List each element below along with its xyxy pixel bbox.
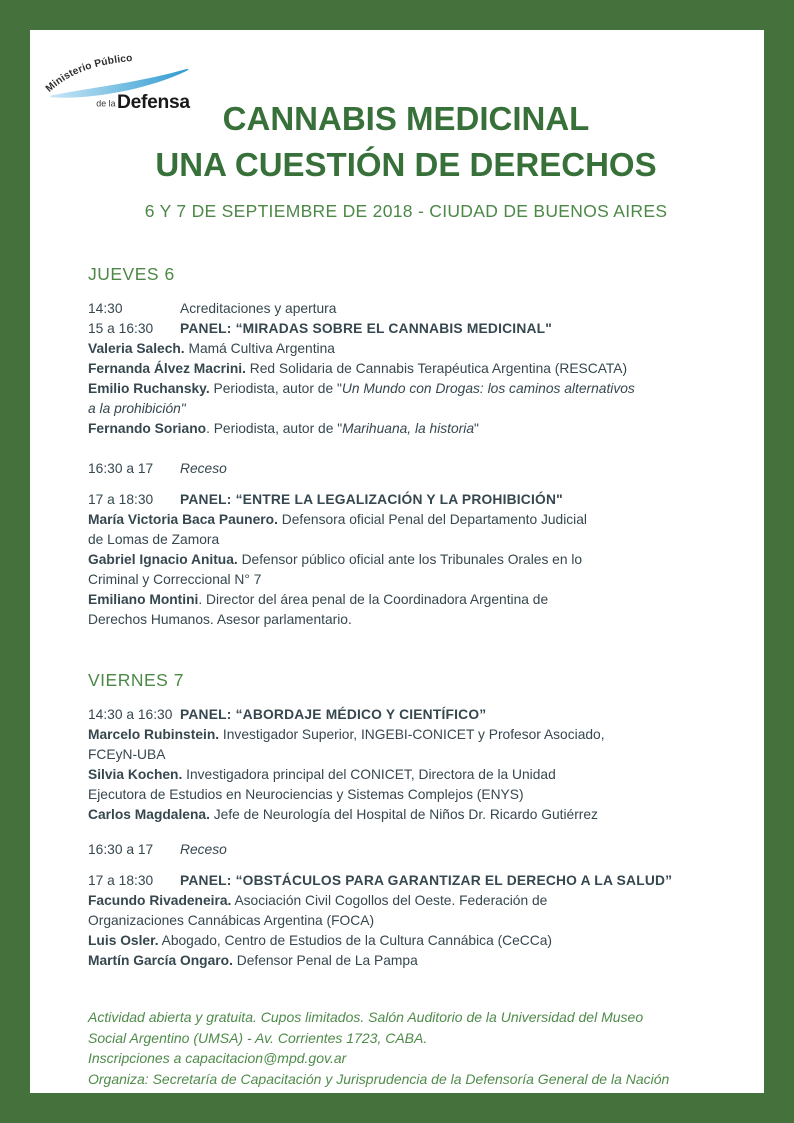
- speaker-role: Investigador Superior, INGEBI-CONICET y Profesor Asociado,: [219, 727, 605, 742]
- speaker-role: Defensora oficial Penal del Departamento Judicial: [277, 512, 587, 527]
- speaker-line: [88, 805, 702, 825]
- speaker-line: [88, 931, 702, 951]
- footer-line: Actividad abierta y gratuita. Cupos limitados. Salón Auditorio de la Universidad del Museo: [88, 1009, 644, 1025]
- speaker-line: [88, 951, 702, 971]
- speaker-name: Fernanda Álvez Macrini.: [88, 361, 246, 376]
- event-title-line2: UNA CUESTIÓN DE DERECHOS: [155, 146, 657, 183]
- speaker-role: Abogado, Centro de Estudios de la Cultura Cannábica (CeCCa): [158, 933, 553, 948]
- schedule-time: 14:30: [88, 301, 123, 316]
- logo-name: Defensa: [117, 92, 190, 110]
- event-title-line1: CANNABIS MEDICINAL: [222, 100, 590, 137]
- speaker-line: [88, 379, 702, 419]
- speaker-line: [88, 550, 702, 590]
- speaker-role: FCEyN-UBA: [88, 747, 166, 762]
- spacer: [88, 825, 702, 840]
- speaker-line: [88, 339, 702, 359]
- schedule-row: [88, 459, 702, 479]
- schedule-label: PANEL: “MIRADAS SOBRE EL CANNABIS MEDICINAL": [180, 321, 553, 336]
- schedule-row: [88, 490, 702, 510]
- work-title: Un Mundo con Drogas: los caminos alternativos: [341, 381, 635, 396]
- speaker-line: [88, 419, 702, 439]
- speaker-role: Investigadora principal del CONICET, Directora de la Unidad: [182, 767, 556, 782]
- speaker-role: Jefe de Neurología del Hospital de Niños Dr. Ricardo Gutiérrez: [209, 807, 598, 822]
- speaker-role: . Periodista, autor de ": [206, 421, 343, 436]
- speaker-name: Emilio Ruchansky.: [88, 381, 210, 396]
- speaker-name: Fernando Soriano: [88, 421, 207, 436]
- speaker-name: Facundo Rivadeneira.: [88, 893, 232, 908]
- speaker-role: Derechos Humanos. Asesor parlamentario.: [88, 612, 352, 627]
- day-title: VIERNES 7: [88, 670, 184, 690]
- speaker-role: de Lomas de Zamora: [88, 532, 220, 547]
- speaker-line: [88, 510, 702, 550]
- speaker-name: Marcelo Rubinstein.: [88, 727, 220, 742]
- schedule-time: 14:30 a 16:30: [88, 707, 173, 722]
- work-title: a la prohibición": [88, 401, 186, 416]
- speaker-role: ": [474, 421, 479, 436]
- schedule-time: 16:30 a 17: [88, 842, 154, 857]
- schedule-row: [88, 840, 702, 860]
- speaker-name: Luis Osler.: [88, 933, 159, 948]
- speaker-role: Mamá Cultiva Argentina: [184, 341, 335, 356]
- day-section: [88, 668, 702, 971]
- footer-line-inscription: Inscripciones a capacitacion@mpd.gov.ar: [88, 1050, 347, 1066]
- poster-header: [39, 30, 764, 224]
- schedule-row: [88, 319, 702, 339]
- spacer: [88, 439, 702, 459]
- logo-prefix: de la: [96, 98, 116, 109]
- schedule-label: Receso: [180, 461, 227, 476]
- speaker-line: [88, 590, 702, 630]
- work-title: Marihuana, la historia: [342, 421, 475, 436]
- day-section: [88, 262, 702, 630]
- speaker-role: Criminal y Correccional N° 7: [88, 572, 262, 587]
- speaker-line: [88, 891, 702, 931]
- schedule-time: 15 a 16:30: [88, 321, 154, 336]
- schedule-time: 16:30 a 17: [88, 461, 154, 476]
- speaker-role: Ejecutora de Estudios en Neurociencias y Sistemas Complejos (ENYS): [88, 787, 524, 802]
- speaker-line: [88, 725, 702, 765]
- day-title: JUEVES 6: [88, 264, 175, 284]
- schedule-row: [88, 705, 702, 725]
- schedule-label: PANEL: “ABORDAJE MÉDICO Y CIENTÍFICO”: [180, 707, 487, 722]
- speaker-role: Red Solidaria de Cannabis Terapéutica Argentina (RESCATA): [245, 361, 628, 376]
- schedule-time: 17 a 18:30: [88, 492, 154, 507]
- poster-footer: [30, 1007, 764, 1089]
- schedule: [30, 262, 764, 971]
- speaker-role: . Director del área penal de la Coordinadora Argentina de: [198, 592, 549, 607]
- speaker-name: Martín García Ongaro.: [88, 953, 233, 968]
- schedule-label: Receso: [180, 842, 227, 857]
- footer-line-organizer: Organiza: Secretaría de Capacitación y Jurisprudencia de la Defensoría General de la Nación: [88, 1070, 670, 1087]
- schedule-row: [88, 299, 702, 319]
- speaker-name: Emiliano Montini: [88, 592, 199, 607]
- poster-sheet: [30, 30, 764, 1093]
- speaker-role: Asociación Civil Cogollos del Oeste. Federación de: [231, 893, 548, 908]
- spacer: [88, 860, 702, 871]
- schedule-time: 17 a 18:30: [88, 873, 154, 888]
- footer-line: Social Argentino (UMSA) - Av. Corrientes 1723, CABA.: [88, 1029, 428, 1046]
- event-date-location: 6 Y 7 DE SEPTIEMBRE DE 2018 - CIUDAD DE BUENOS AIRES: [144, 201, 668, 221]
- speaker-role: Defensor Penal de La Pampa: [232, 953, 418, 968]
- schedule-label: PANEL: “ENTRE LA LEGALIZACIÓN Y LA PROHIBICIÓN": [180, 492, 563, 507]
- schedule-label: Acreditaciones y apertura: [180, 301, 337, 316]
- speaker-line: [88, 359, 702, 379]
- speaker-role: Organizaciones Cannábicas Argentina (FOCA): [88, 913, 375, 928]
- speaker-name: María Victoria Baca Paunero.: [88, 512, 278, 527]
- speaker-role: Defensor público oficial ante los Tribunales Orales en lo: [237, 552, 583, 567]
- spacer: [88, 479, 702, 490]
- schedule-row: [88, 871, 702, 891]
- logo-arc-text: Ministerio Público: [44, 53, 134, 95]
- speaker-name: Gabriel Ignacio Anitua.: [88, 552, 238, 567]
- speaker-name: Carlos Magdalena.: [88, 807, 210, 822]
- speaker-name: Silvia Kochen.: [88, 767, 183, 782]
- schedule-label: PANEL: “OBSTÁCULOS PARA GARANTIZAR EL DERECHO A LA SALUD”: [180, 873, 673, 888]
- speaker-role: Periodista, autor de ": [209, 381, 342, 396]
- speaker-line: [88, 765, 702, 805]
- speaker-name: Valeria Salech.: [88, 341, 185, 356]
